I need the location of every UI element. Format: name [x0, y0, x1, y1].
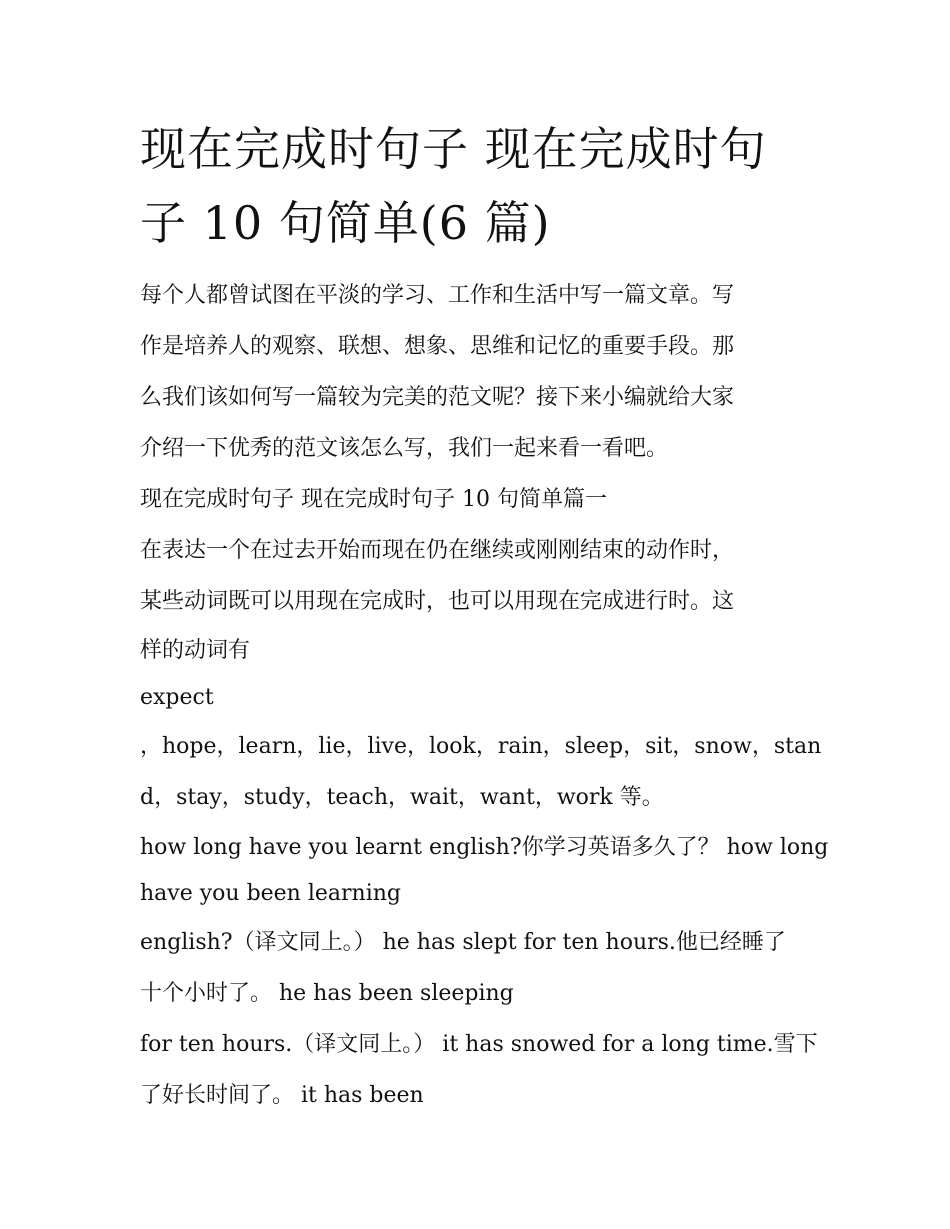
- intro-paragraph: [140, 270, 812, 474]
- document-page: [140, 112, 829, 1119]
- intro-line: 么我们该如何写一篇较为完美的范文呢？接下来小编就给大家: [140, 385, 735, 410]
- body-line: ，hope，learn，lie，live，look，rain，sleep，sit，snow，stan: [140, 734, 822, 759]
- body-line: 在表达一个在过去开始而现在仍在继续或刚刚结束的动作时，: [140, 538, 735, 563]
- title-line-1: 现在完成时句子 现在完成时句: [140, 122, 767, 176]
- body-line: for ten hours.（译文同上。） it has snowed for a long time.雪下: [140, 1032, 818, 1057]
- body-line: 某些动词既可以用现在完成时，也可以用现在完成进行时。这: [140, 589, 735, 614]
- page-title: [140, 112, 812, 260]
- body-line: 样的动词有: [140, 638, 251, 663]
- body-line: expect: [140, 685, 214, 710]
- intro-line: 每个人都曾试图在平淡的学习、工作和生活中写一篇文章。写: [140, 283, 735, 308]
- intro-line: 作是培养人的观察、联想、想象、思维和记忆的重要手段。那: [140, 334, 735, 359]
- title-line-2: 子 10 句简单(6 篇): [140, 196, 551, 250]
- section-heading: 现在完成时句子 现在完成时句子 10 句简单篇一: [140, 487, 607, 512]
- body-line: 十个小时了。 he has been sleeping: [140, 981, 514, 1006]
- intro-line: 介绍一下优秀的范文该怎么写，我们一起来看一看吧。: [140, 436, 669, 461]
- body-line: how long have you learnt english?你学习英语多久了？ how long: [140, 835, 829, 860]
- body-line: 了好长时间了。 it has been: [140, 1083, 424, 1108]
- body-paragraph: [140, 525, 829, 1119]
- body-line: english?（译文同上。） he has slept for ten hours.他已经睡了: [140, 930, 786, 955]
- body-line: have you been learning: [140, 881, 401, 906]
- body-line: d，stay，study，teach，wait，want，work 等。: [140, 785, 664, 810]
